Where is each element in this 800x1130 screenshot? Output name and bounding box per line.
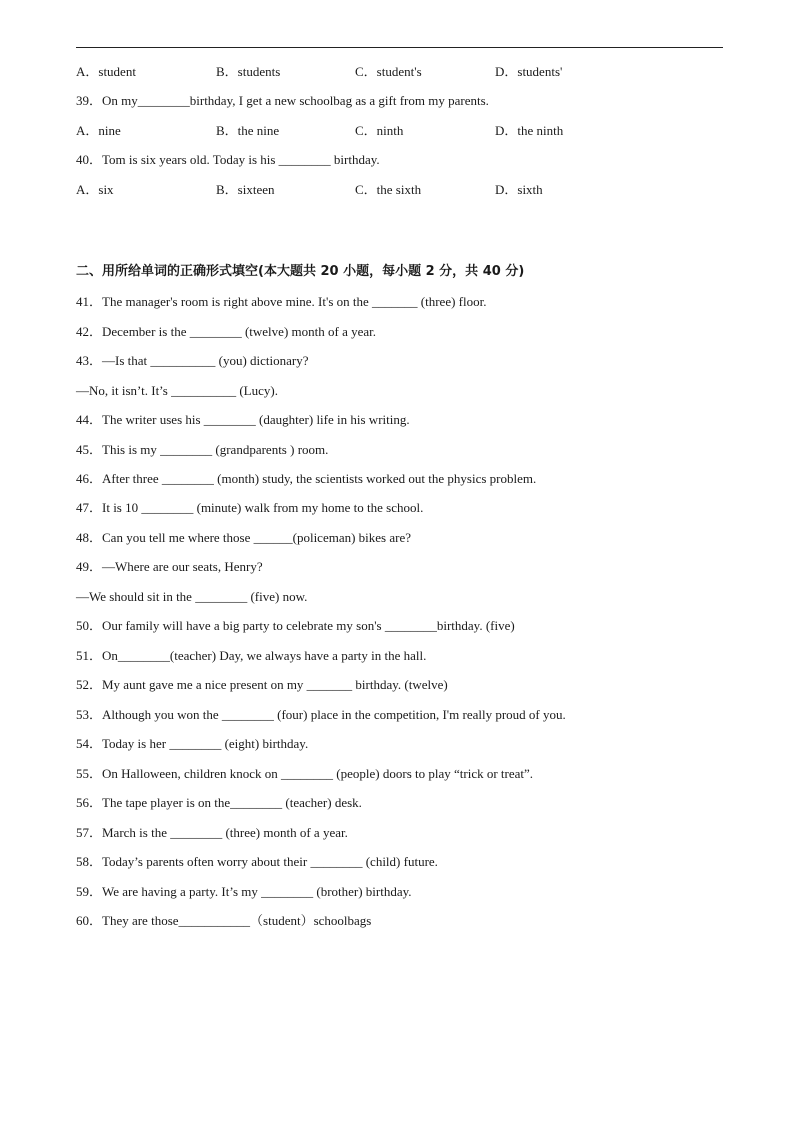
option-d: D．sixth bbox=[495, 182, 543, 197]
question-40: 40．Tom is six years old. Today is his ________ birthday. bbox=[76, 152, 380, 167]
question-50: 50．Our family will have a big party to celebrate my son's ________birthday. (five) bbox=[76, 618, 515, 633]
question-47: 47．It is 10 ________ (minute) walk from my home to the school. bbox=[76, 500, 424, 515]
header-rule bbox=[76, 47, 723, 48]
question-45: 45．This is my ________ (grandparents ) room. bbox=[76, 442, 329, 457]
option-c: C．the sixth bbox=[355, 182, 422, 197]
question-57: 57．March is the ________ (three) month of a year. bbox=[76, 825, 348, 840]
question-49: 49．—Where are our seats, Henry? bbox=[76, 559, 263, 574]
option-c: C．student's bbox=[355, 64, 422, 79]
option-a: A．six bbox=[76, 182, 114, 197]
question-44: 44．The writer uses his ________ (daughter) life in his writing. bbox=[76, 412, 410, 427]
question-58: 58．Today’s parents often worry about their ________ (child) future. bbox=[76, 854, 438, 869]
option-d: D．the ninth bbox=[495, 123, 564, 138]
question-59: 59．We are having a party. It’s my ________ (brother) birthday. bbox=[76, 884, 412, 899]
option-a: A．nine bbox=[76, 123, 121, 138]
option-b: B．sixteen bbox=[216, 182, 275, 197]
question-51: 51．On________(teacher) Day, we always have a party in the hall. bbox=[76, 648, 427, 663]
question-56: 56．The tape player is on the________ (teacher) desk. bbox=[76, 795, 362, 810]
question-43-reply: —No, it isn’t. It’s __________ (Lucy). bbox=[76, 383, 278, 398]
question-39: 39．On my________birthday, I get a new schoolbag as a gift from my parents. bbox=[76, 93, 489, 108]
option-b: B．the nine bbox=[216, 123, 280, 138]
question-54: 54．Today is her ________ (eight) birthday. bbox=[76, 736, 309, 751]
option-c: C．ninth bbox=[355, 123, 404, 138]
options-row-q40 bbox=[76, 182, 676, 198]
options-row-q39 bbox=[76, 123, 676, 139]
option-a: A．student bbox=[76, 64, 136, 79]
option-d: D．students' bbox=[495, 64, 563, 79]
question-46: 46．After three ________ (month) study, the scientists worked out the physics problem. bbox=[76, 471, 537, 486]
question-52: 52．My aunt gave me a nice present on my _______ birthday. (twelve) bbox=[76, 677, 448, 692]
question-55: 55．On Halloween, children knock on ________ (people) doors to play “trick or treat”. bbox=[76, 766, 534, 781]
question-48: 48．Can you tell me where those ______(policeman) bikes are? bbox=[76, 530, 412, 545]
section-heading: 二、用所给单词的正确形式填空(本大题共 20 小题，每小题 2 分，共 40 分) bbox=[76, 264, 525, 279]
question-49-reply: —We should sit in the ________ (five) now. bbox=[76, 589, 308, 604]
question-43: 43．—Is that __________ (you) dictionary? bbox=[76, 353, 309, 368]
option-b: B．students bbox=[216, 64, 281, 79]
options-row-q38 bbox=[76, 64, 676, 80]
question-42: 42．December is the ________ (twelve) month of a year. bbox=[76, 324, 376, 339]
question-60: 60．They are those___________（student）schoolbags bbox=[76, 913, 372, 928]
question-53: 53．Although you won the ________ (four) place in the competition, I'm really proud of you. bbox=[76, 707, 566, 722]
question-41: 41．The manager's room is right above mine. It's on the _______ (three) floor. bbox=[76, 294, 487, 309]
